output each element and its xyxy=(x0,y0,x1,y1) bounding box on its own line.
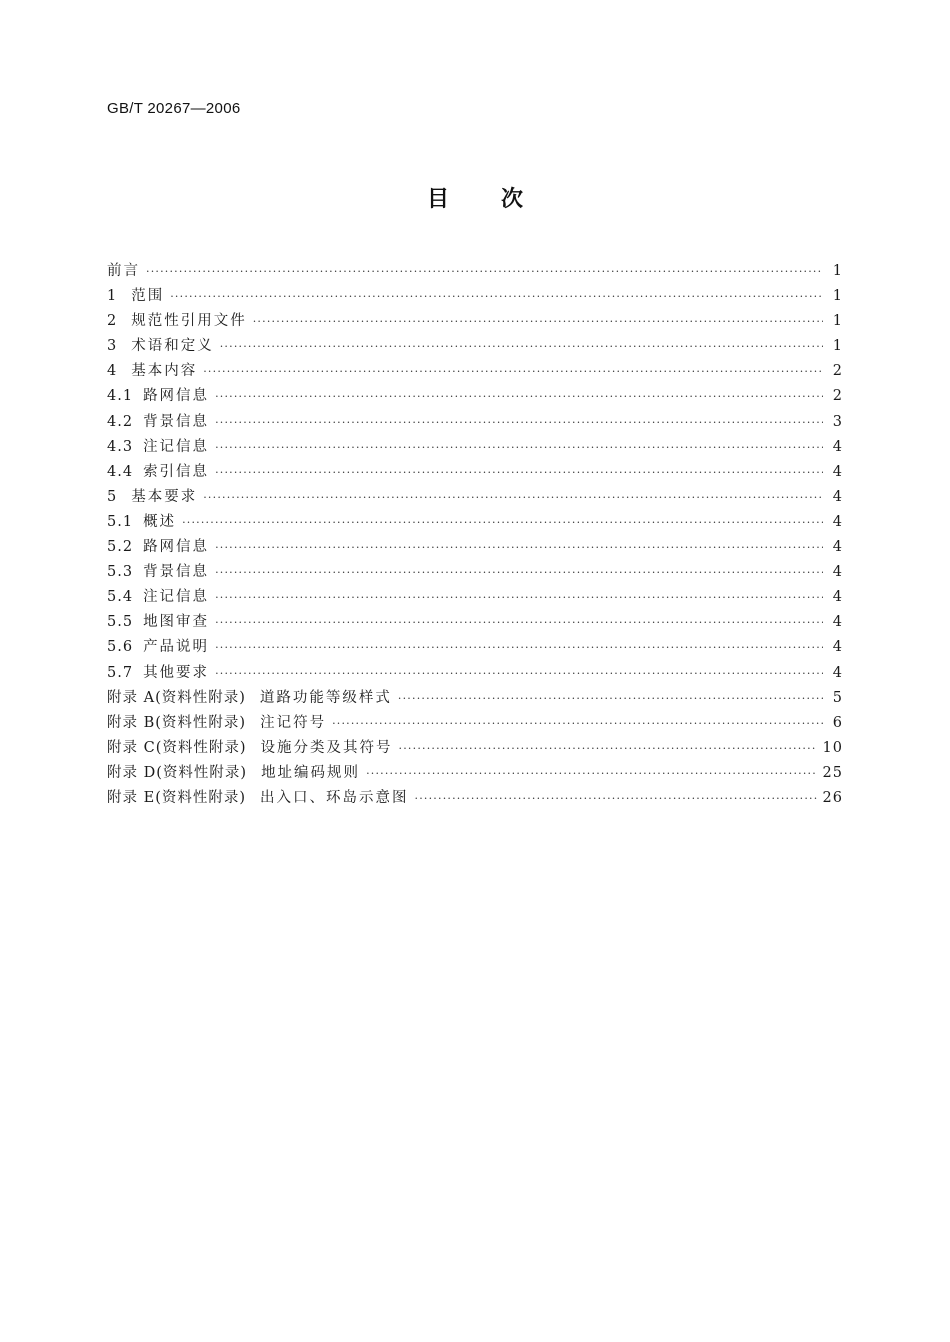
toc-entry-label: 规范性引用文件 xyxy=(131,313,247,330)
toc-entry-label: 范围 xyxy=(131,288,165,305)
toc-entry-label: 索引信息 xyxy=(143,463,210,480)
toc-entry-page: 6 xyxy=(832,714,843,731)
toc-dot-leader xyxy=(398,686,823,711)
toc-entry-page: 4 xyxy=(832,539,843,556)
toc-entry-page: 4 xyxy=(832,639,843,656)
toc-dot-leader xyxy=(399,736,817,761)
toc-entry-label: 背景信息 xyxy=(143,564,210,581)
toc-entry-label: 注记信息 xyxy=(143,438,210,455)
toc-entry-number: 5 xyxy=(107,488,118,505)
toc-entry-label: 地图审查 xyxy=(143,614,210,631)
toc-entry-label: 概述 xyxy=(143,513,177,530)
toc-entry-4-3[interactable] xyxy=(107,435,843,460)
toc-entry-page: 25 xyxy=(822,764,843,781)
toc-dot-leader xyxy=(215,535,823,560)
page-title: 目次 xyxy=(426,187,575,212)
toc-entry-label: 注记符号 xyxy=(260,714,327,731)
toc-entry-number: 4.4 xyxy=(107,463,134,480)
toc-dot-leader xyxy=(215,585,823,610)
toc-entry-number: 2 xyxy=(107,313,118,330)
toc-entry-page: 4 xyxy=(832,589,843,606)
toc-entry-preface[interactable] xyxy=(107,259,843,284)
toc-entry-page: 2 xyxy=(832,388,843,405)
toc-entry-label: 其他要求 xyxy=(143,664,210,681)
toc-entry-label: 设施分类及其符号 xyxy=(260,739,393,756)
toc-entry-4-1[interactable] xyxy=(107,384,843,409)
toc-entry-number: 5.6 xyxy=(107,639,134,656)
toc-dot-leader xyxy=(253,309,823,334)
toc-entry-4-4[interactable] xyxy=(107,460,843,485)
toc-dot-leader xyxy=(215,435,823,460)
toc-dot-leader xyxy=(215,635,823,660)
toc-entry-annex-e[interactable] xyxy=(107,786,843,811)
toc-entry-4-2[interactable] xyxy=(107,410,843,435)
toc-entry-page: 4 xyxy=(832,513,843,530)
toc-entry-annex-c[interactable] xyxy=(107,736,843,761)
standard-code: GB/T 20267—2006 xyxy=(107,100,241,117)
toc-dot-leader xyxy=(215,410,823,435)
toc-entry-label: 路网信息 xyxy=(143,388,210,405)
toc-entry-5-1[interactable] xyxy=(107,510,843,535)
toc-entry-number: 4.2 xyxy=(107,413,134,430)
toc-entry-label: 道路功能等级样式 xyxy=(259,689,392,706)
toc-dot-leader xyxy=(203,485,823,510)
toc-dot-leader xyxy=(366,761,816,786)
toc-entry-label: 路网信息 xyxy=(143,539,210,556)
toc-entry-number: 5.1 xyxy=(107,513,134,530)
toc-entry-number: 5.7 xyxy=(107,664,134,681)
toc-entry-5-3[interactable] xyxy=(107,560,843,585)
toc-dot-leader xyxy=(215,560,823,585)
toc-entry-number: 5.4 xyxy=(107,589,134,606)
toc-entry-page: 4 xyxy=(832,488,843,505)
toc-entry-number: 5.5 xyxy=(107,614,134,631)
toc-entry-page: 4 xyxy=(832,614,843,631)
toc-entry-page: 4 xyxy=(832,463,843,480)
toc-entry-1[interactable] xyxy=(107,284,843,309)
toc-entry-number: 3 xyxy=(107,338,118,355)
toc-entry-number: 附录 E(资料性附录) xyxy=(107,789,247,806)
toc-dot-leader xyxy=(146,259,823,284)
toc-entry-number: 5.2 xyxy=(107,539,134,556)
toc-entry-page: 4 xyxy=(832,438,843,455)
toc-entry-page: 2 xyxy=(832,363,843,380)
toc-entry-label: 地址编码规则 xyxy=(261,764,361,781)
toc-entry-label: 出入口、环岛示意图 xyxy=(260,789,409,806)
toc-entry-label: 背景信息 xyxy=(143,413,210,430)
toc-entry-number: 5.3 xyxy=(107,564,134,581)
toc-entry-page: 1 xyxy=(832,313,843,330)
toc-entry-page: 10 xyxy=(822,739,843,756)
toc-entry-number: 4.3 xyxy=(107,438,134,455)
toc-dot-leader xyxy=(220,334,823,359)
toc-dot-leader xyxy=(215,661,823,686)
toc-entry-number: 附录 B(资料性附录) xyxy=(107,714,247,731)
toc-entry-5-5[interactable] xyxy=(107,610,843,635)
toc-entry-label: 前言 xyxy=(107,263,140,279)
toc-entry-number: 附录 A(资料性附录) xyxy=(107,689,246,706)
toc-entry-5-2[interactable] xyxy=(107,535,843,560)
toc-entry-label: 注记信息 xyxy=(143,589,210,606)
toc-entry-label: 基本内容 xyxy=(131,363,198,380)
toc-entry-page: 5 xyxy=(832,689,843,706)
toc-entry-annex-d[interactable] xyxy=(107,761,843,786)
toc-entry-annex-b[interactable] xyxy=(107,711,843,736)
toc-dot-leader xyxy=(182,510,823,535)
toc-entry-page: 26 xyxy=(822,789,843,806)
toc-entry-number: 4.1 xyxy=(107,388,134,405)
toc-entry-label: 产品说明 xyxy=(143,639,210,656)
toc-entry-label: 基本要求 xyxy=(131,488,198,505)
table-of-contents xyxy=(107,259,843,811)
toc-dot-leader xyxy=(215,610,823,635)
toc-dot-leader xyxy=(415,786,817,811)
toc-entry-page: 4 xyxy=(832,664,843,681)
toc-entry-4[interactable] xyxy=(107,359,843,384)
toc-entry-label: 术语和定义 xyxy=(131,338,214,355)
toc-entry-5[interactable] xyxy=(107,485,843,510)
toc-entry-page: 3 xyxy=(832,413,843,430)
toc-dot-leader xyxy=(332,711,823,736)
toc-entry-number: 附录 D(资料性附录) xyxy=(107,764,248,781)
toc-entry-number: 附录 C(资料性附录) xyxy=(107,739,247,756)
toc-dot-leader xyxy=(203,359,823,384)
toc-entry-annex-a[interactable] xyxy=(107,686,843,711)
toc-dot-leader xyxy=(170,284,823,309)
toc-entry-5-4[interactable] xyxy=(107,585,843,610)
toc-entry-2[interactable] xyxy=(107,309,843,334)
toc-entry-number: 1 xyxy=(107,288,118,305)
toc-entry-5-7[interactable] xyxy=(107,661,843,686)
toc-entry-number: 4 xyxy=(107,363,118,380)
toc-entry-page: 1 xyxy=(832,263,843,279)
toc-entry-3[interactable] xyxy=(107,334,843,359)
toc-entry-page: 1 xyxy=(832,288,843,305)
toc-dot-leader xyxy=(215,460,823,485)
toc-entry-page: 4 xyxy=(832,564,843,581)
toc-entry-page: 1 xyxy=(832,338,843,355)
toc-dot-leader xyxy=(215,384,823,409)
toc-entry-5-6[interactable] xyxy=(107,635,843,660)
